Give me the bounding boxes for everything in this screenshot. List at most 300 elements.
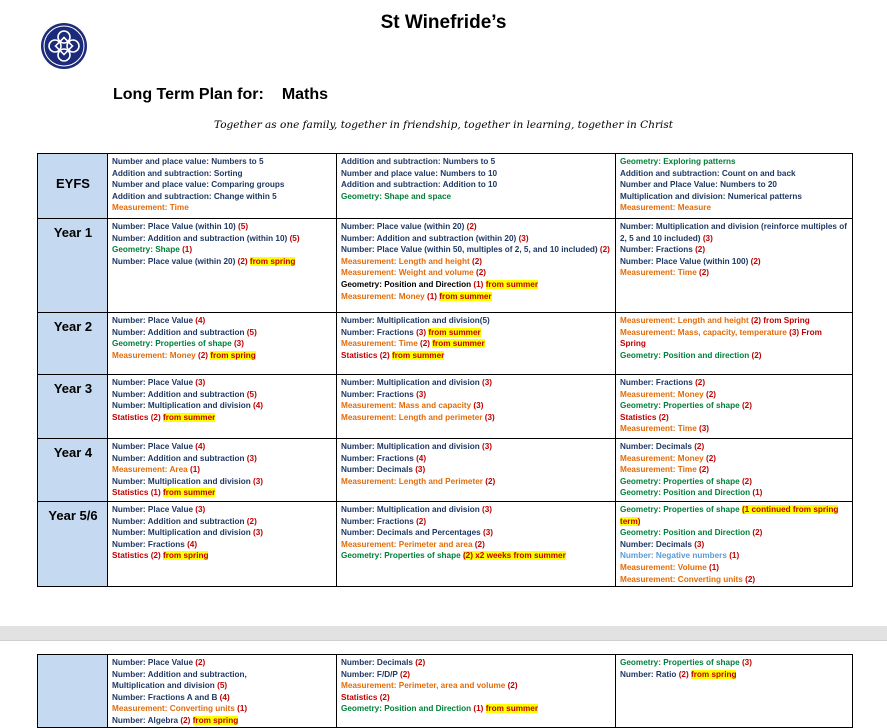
weeks-count: (3) xyxy=(702,233,713,243)
topic-text: Geometry: Position and Direction xyxy=(341,704,472,714)
topic-text: Number: Addition and subtraction, xyxy=(112,669,247,679)
topic-line xyxy=(341,291,612,303)
weeks-count: (2) xyxy=(475,268,486,278)
topic-text: Number: Fractions xyxy=(341,516,414,526)
weeks-count: (2) xyxy=(750,256,761,266)
topic-line xyxy=(112,669,333,681)
page-break xyxy=(0,626,887,640)
topic-text: Addition and subtraction: Addition to 10 xyxy=(341,180,498,190)
topic-line xyxy=(112,476,333,488)
topic-line xyxy=(341,191,612,203)
weeks-count: (2) xyxy=(699,465,710,475)
topic-line xyxy=(341,267,612,279)
moved-term-note: from summer xyxy=(428,327,481,337)
topic-line xyxy=(620,179,849,191)
weeks-count: (2) xyxy=(694,442,705,451)
topic-text: Geometry: Properties of shape xyxy=(620,401,740,411)
term-cell-autumn xyxy=(108,154,337,219)
topic-text: Number: Fractions xyxy=(620,378,693,387)
topic-line xyxy=(620,191,849,203)
topic-text: Number: Multiplication and division xyxy=(112,528,251,538)
weeks-count: (2) xyxy=(379,350,390,360)
topic-line xyxy=(341,692,612,704)
topic-line xyxy=(112,453,333,465)
topic-text: Measurement: Money xyxy=(341,291,425,301)
weeks-count: (2) xyxy=(752,528,763,538)
weeks-count: (3) xyxy=(195,505,206,514)
year-label: EYFS xyxy=(38,154,108,219)
topic-line xyxy=(620,487,849,499)
topic-line xyxy=(112,315,333,327)
topic-text: Number and place value: Comparing groups xyxy=(112,180,285,190)
plan-label: Long Term Plan for: xyxy=(113,86,264,103)
school-name: St Winefride’s xyxy=(380,12,507,33)
year-row xyxy=(38,655,853,728)
topic-line xyxy=(341,400,612,412)
topic-text: Number: Fractions xyxy=(341,327,414,337)
topic-text: Multiplication and division xyxy=(112,681,215,691)
topic-line xyxy=(341,550,612,562)
topic-line xyxy=(341,168,612,180)
weeks-count: (4) xyxy=(187,539,198,549)
term-cell-spring xyxy=(337,219,616,313)
topic-line xyxy=(112,233,333,245)
moved-term-note: from spring xyxy=(210,350,256,360)
topic-line xyxy=(112,338,333,350)
topic-line xyxy=(341,244,612,256)
topic-text: Measurement: Time xyxy=(112,203,189,213)
topic-line xyxy=(620,562,849,574)
weeks-count: (4) xyxy=(195,442,206,451)
topic-text: Number: Addition and subtraction xyxy=(112,327,245,337)
term-cell-spring xyxy=(337,313,616,375)
topic-line xyxy=(341,350,612,362)
topic-line xyxy=(112,412,333,424)
topic-text: Statistics xyxy=(341,692,378,702)
term-cell-spring xyxy=(337,375,616,439)
moved-term-note: from summer xyxy=(162,412,216,422)
weeks-count: (3) xyxy=(253,476,264,486)
topic-line xyxy=(620,441,849,453)
moved-term-note: from summer xyxy=(485,279,539,289)
topic-line xyxy=(341,412,612,424)
topic-line xyxy=(112,715,333,727)
weeks-count: (2) xyxy=(745,574,756,584)
topic-line xyxy=(112,464,333,476)
term-cell-spring xyxy=(337,655,616,728)
topic-line xyxy=(341,476,612,488)
topic-text: Number: Place Value (within 10) xyxy=(112,222,236,231)
term-cell-summer xyxy=(616,502,853,587)
weeks-count: (1) xyxy=(729,551,740,561)
topic-text: Number: Addition and subtraction xyxy=(112,453,245,463)
topic-line xyxy=(112,221,333,233)
year-row xyxy=(38,154,853,219)
topic-text: Number: Multiplication and division xyxy=(341,442,480,451)
topic-line xyxy=(341,657,612,669)
weeks-count: (3) xyxy=(699,424,710,434)
topic-line xyxy=(112,657,333,669)
topic-text: Statistics xyxy=(341,350,378,360)
topic-text: Measurement: Mass and capacity xyxy=(341,401,472,411)
term-cell-summer xyxy=(616,154,853,219)
topic-line xyxy=(620,267,849,279)
weeks-count: (3) xyxy=(195,378,206,387)
topic-text: Number: Place value (within 20) xyxy=(341,222,465,231)
year-label: Year 2 xyxy=(38,313,108,375)
topic-line xyxy=(112,377,333,389)
topic-text: Number: Multiplication and division(5) xyxy=(341,316,490,325)
moved-term-note: from spring xyxy=(690,669,737,679)
topic-line xyxy=(620,539,849,551)
topic-text: Number: Multiplication and division xyxy=(112,401,251,411)
topic-line xyxy=(341,680,612,692)
topic-text: Number and place value: Numbers to 10 xyxy=(341,168,498,178)
topic-text: Measurement: Perimeter, area and volume xyxy=(341,681,506,691)
weeks-count: (2) xyxy=(507,681,518,691)
topic-text: Statistics xyxy=(112,551,149,561)
weeks-count: (2) xyxy=(420,339,431,349)
topic-line xyxy=(112,703,333,715)
weeks-count: (3) xyxy=(694,539,705,549)
topic-text: Number: Fractions xyxy=(620,245,693,255)
topic-text: Number: Addition and subtraction (within 10) xyxy=(112,233,288,243)
topic-text: Number: Fractions xyxy=(341,389,414,399)
topic-line xyxy=(112,168,333,180)
weeks-count: (2) xyxy=(466,222,477,231)
topic-line xyxy=(341,327,612,339)
weeks-count: (2) xyxy=(706,389,717,399)
term-cell-summer xyxy=(616,375,853,439)
topic-line xyxy=(341,539,612,551)
topic-line xyxy=(112,156,333,168)
weeks-count: (2) xyxy=(180,715,191,725)
topic-line xyxy=(620,657,849,669)
weeks-count: (2) xyxy=(195,658,206,667)
weeks-count: (2) xyxy=(695,245,706,255)
term-cell-spring xyxy=(337,154,616,219)
topic-text: Number: Multiplication and division (reinforce multiples of 2, 5 and 10 included) xyxy=(620,222,847,243)
weeks-count: (2) xyxy=(415,658,426,667)
topic-line xyxy=(112,202,333,214)
weeks-count: (1) xyxy=(473,279,484,289)
topic-text: Measurement: Length and height xyxy=(341,256,470,266)
moved-term-note: (2) x2 weeks from summer xyxy=(462,551,566,561)
weeks-count: (1) xyxy=(427,291,438,301)
year-row xyxy=(38,375,853,439)
topic-line xyxy=(112,327,333,339)
weeks-count: (2) xyxy=(416,516,427,526)
weeks-count: (3) xyxy=(482,528,493,538)
topic-line xyxy=(341,504,612,516)
topic-line xyxy=(341,516,612,528)
weeks-count: (1) xyxy=(189,465,200,475)
topic-line xyxy=(112,504,333,516)
topic-text: Measurement: Time xyxy=(620,424,697,434)
topic-line xyxy=(112,256,333,268)
topic-line xyxy=(112,516,333,528)
year-label: Year 1 xyxy=(38,219,108,313)
topic-text: Measurement: Money xyxy=(620,389,704,399)
weeks-count: (5) xyxy=(217,681,228,691)
topic-text: Number: F/D/P xyxy=(341,669,398,679)
weeks-count: (4) xyxy=(195,316,206,325)
topic-line xyxy=(112,487,333,499)
topic-text: Addition and subtraction: Count on and back xyxy=(620,168,796,178)
moved-term-note: from summer xyxy=(485,704,539,714)
topic-text: Number: Place value (within 20) xyxy=(112,256,236,266)
year-label: Year 3 xyxy=(38,375,108,439)
topic-text: Geometry: Position and Direction xyxy=(341,279,472,289)
topic-text: Geometry: Shape and space xyxy=(341,191,452,201)
moved-term-note: from spring xyxy=(249,256,296,266)
moved-term-note: from spring xyxy=(192,715,239,725)
topic-line xyxy=(341,221,612,233)
topic-line xyxy=(620,453,849,465)
long-term-plan-table xyxy=(37,153,853,587)
topic-line xyxy=(341,389,612,401)
topic-line xyxy=(620,669,849,681)
topic-text: Statistics xyxy=(620,412,657,422)
topic-text: Measurement: Measure xyxy=(620,203,712,213)
weeks-count: (2) xyxy=(485,476,496,486)
weeks-count: (5) xyxy=(289,233,300,243)
topic-text: Number: Addition and subtraction xyxy=(112,516,245,526)
topic-line xyxy=(341,233,612,245)
weeks-count: (3) From Spring xyxy=(620,327,822,349)
weeks-count: (2) xyxy=(699,268,710,278)
topic-text: Measurement: Weight and volume xyxy=(341,268,474,278)
topic-line xyxy=(341,441,612,453)
term-cell-autumn xyxy=(108,655,337,728)
topic-text: Measurement: Perimeter and area xyxy=(341,539,473,549)
weeks-count: (3) xyxy=(484,412,495,422)
weeks-count: (4) xyxy=(219,692,230,702)
weeks-count: (3) xyxy=(741,658,752,667)
term-cell-autumn xyxy=(108,439,337,502)
topic-text: Addition and subtraction: Change within 5 xyxy=(112,191,277,201)
topic-text: Geometry: Properties of shape xyxy=(620,505,740,514)
topic-text: Measurement: Length and perimeter xyxy=(341,412,483,422)
plan-table-body-page-2 xyxy=(38,655,853,728)
school-motto: Together as one family, together in friendship, together in learning, together in Christ xyxy=(214,119,673,131)
topic-text: Measurement: Volume xyxy=(620,562,707,572)
year-label xyxy=(38,655,108,728)
topic-text: Measurement: Mass, capacity, temperature xyxy=(620,327,787,337)
weeks-count: (2) xyxy=(741,401,752,411)
term-cell-autumn xyxy=(108,502,337,587)
weeks-count: (4) xyxy=(253,401,264,411)
topic-line xyxy=(341,256,612,268)
weeks-count: (2) xyxy=(472,256,483,266)
topic-text: Number: Place Value xyxy=(112,378,193,387)
topic-text: Multiplication and division: Numerical patterns xyxy=(620,191,802,201)
topic-text: Geometry: Position and Direction xyxy=(620,488,751,498)
topic-text: Geometry: Exploring patterns xyxy=(620,157,736,166)
topic-line xyxy=(620,476,849,488)
weeks-count: (4) xyxy=(416,453,427,463)
topic-text: Geometry: Properties of shape xyxy=(620,476,740,486)
moved-term-note: (1 continued from spring term) xyxy=(620,505,839,526)
topic-text: Number: Place Value (within 50, multiples of 2, 5, and 10 included) xyxy=(341,245,598,255)
topic-line xyxy=(341,669,612,681)
topic-text: Number: Place Value (within 100) xyxy=(620,256,749,266)
weeks-count: (3) xyxy=(416,389,427,399)
weeks-count: (2) xyxy=(474,539,485,549)
topic-line xyxy=(620,315,849,327)
topic-line xyxy=(112,441,333,453)
weeks-count: (2) xyxy=(150,412,161,422)
topic-line xyxy=(620,168,849,180)
topic-line xyxy=(112,350,333,362)
topic-line xyxy=(620,389,849,401)
weeks-count: (2) from Spring xyxy=(751,316,810,325)
term-cell-summer xyxy=(616,313,853,375)
weeks-count: (1) xyxy=(709,562,720,572)
topic-text: Number: Multiplication and division xyxy=(341,378,480,387)
weeks-count: (2) xyxy=(678,669,689,679)
topic-text: Geometry: Properties of shape xyxy=(341,551,461,561)
topic-line xyxy=(620,504,849,527)
topic-line xyxy=(620,377,849,389)
year-row xyxy=(38,219,853,313)
year-row xyxy=(38,502,853,587)
moved-term-note: from summer xyxy=(391,350,445,360)
topic-line xyxy=(112,527,333,539)
topic-line xyxy=(341,156,612,168)
topic-line xyxy=(112,680,333,692)
topic-line xyxy=(112,389,333,401)
weeks-count: (1) xyxy=(752,488,763,498)
term-cell-summer xyxy=(616,219,853,313)
weeks-count: (2) xyxy=(599,245,610,255)
term-cell-summer xyxy=(616,439,853,502)
topic-text: Number: Decimals xyxy=(620,539,692,549)
topic-line xyxy=(620,423,849,435)
topic-text: Measurement: Time xyxy=(620,465,697,475)
topic-text: Number: Multiplication and division xyxy=(341,505,480,514)
term-cell-autumn xyxy=(108,313,337,375)
weeks-count: (3) xyxy=(482,442,493,451)
topic-text: Statistics xyxy=(112,412,149,422)
moved-term-note: from summer xyxy=(162,488,216,498)
topic-text: Number: Addition and subtraction xyxy=(112,389,245,399)
topic-line xyxy=(341,179,612,191)
weeks-count: (3) xyxy=(482,505,493,514)
weeks-count: (2) xyxy=(379,692,390,702)
topic-line xyxy=(620,244,849,256)
topic-text: Geometry: Properties of shape xyxy=(112,339,232,349)
page-break-line xyxy=(0,640,887,641)
weeks-count: (5) xyxy=(238,222,249,231)
topic-text: Geometry: Position and direction xyxy=(620,350,750,360)
topic-text: Number: Fractions xyxy=(341,453,414,463)
weeks-count: (3) xyxy=(415,465,426,475)
term-cell-summer xyxy=(616,655,853,728)
topic-text: Measurement: Converting units xyxy=(112,704,235,714)
topic-line xyxy=(112,539,333,551)
topic-line xyxy=(112,244,333,256)
weeks-count: (2) xyxy=(658,412,669,422)
weeks-count: (2) xyxy=(246,516,257,526)
topic-text: Number: Fractions xyxy=(112,539,185,549)
weeks-count: (2) xyxy=(695,378,706,387)
topic-line xyxy=(620,202,849,214)
topic-text: Geometry: Shape xyxy=(112,245,180,255)
topic-line xyxy=(341,527,612,539)
topic-text: Number: Place Value xyxy=(112,505,193,514)
year-row xyxy=(38,313,853,375)
topic-text: Measurement: Time xyxy=(620,268,697,278)
weeks-count: (2) xyxy=(150,551,161,561)
topic-line xyxy=(112,692,333,704)
topic-line xyxy=(620,327,849,350)
topic-text: Number: Decimals xyxy=(341,465,413,475)
topic-line xyxy=(341,338,612,350)
weeks-count: (2) xyxy=(400,669,411,679)
topic-line xyxy=(112,400,333,412)
topic-line xyxy=(112,179,333,191)
topic-line xyxy=(341,703,612,715)
topic-line xyxy=(620,156,849,168)
topic-text: Number: Decimals and Percentages xyxy=(341,528,481,538)
weeks-count: (2) xyxy=(198,350,209,360)
weeks-count: (3) xyxy=(246,453,257,463)
topic-text: Number: Place Value xyxy=(112,316,193,325)
topic-text: Measurement: Length and height xyxy=(620,316,749,325)
year-row xyxy=(38,439,853,502)
topic-text: Measurement: Money xyxy=(620,453,704,463)
topic-line xyxy=(620,350,849,362)
weeks-count: (3) xyxy=(473,401,484,411)
topic-text: Number: Addition and subtraction (within 20) xyxy=(341,233,517,243)
weeks-count: (1) xyxy=(473,704,484,714)
topic-text: Number: Place Value xyxy=(112,658,193,667)
plan-heading xyxy=(113,86,328,104)
topic-line xyxy=(620,412,849,424)
weeks-count: (1) xyxy=(150,488,161,498)
weeks-count: (2) xyxy=(741,476,752,486)
topic-line xyxy=(620,256,849,268)
topic-text: Number: Decimals xyxy=(341,658,413,667)
moved-term-note: from summer xyxy=(432,339,485,349)
year-label: Year 4 xyxy=(38,439,108,502)
topic-text: Addition and subtraction: Sorting xyxy=(112,168,243,178)
weeks-count: (3) xyxy=(416,327,427,337)
topic-text: Number and place value: Numbers to 5 xyxy=(112,157,264,166)
topic-text: Geometry: Properties of shape xyxy=(620,658,740,667)
topic-line xyxy=(620,464,849,476)
topic-line xyxy=(620,527,849,539)
topic-text: Number: Algebra xyxy=(112,715,179,725)
topic-line xyxy=(341,453,612,465)
topic-line xyxy=(620,400,849,412)
topic-text: Measurement: Time xyxy=(341,339,418,349)
year-label: Year 5/6 xyxy=(38,502,108,587)
topic-line xyxy=(620,574,849,586)
plan-table-body xyxy=(38,154,853,587)
topic-text: Geometry: Position and Direction xyxy=(620,528,751,538)
topic-text: Measurement: Length and Perimeter xyxy=(341,476,483,486)
weeks-count: (5) xyxy=(246,389,257,399)
topic-text: Addition and subtraction: Numbers to 5 xyxy=(341,157,496,166)
weeks-count: (1) xyxy=(237,704,248,714)
moved-term-note: from spring xyxy=(162,551,209,561)
topic-line xyxy=(112,191,333,203)
topic-line xyxy=(341,377,612,389)
topic-text: Number: Place Value xyxy=(112,442,193,451)
topic-text: Number: Decimals xyxy=(620,442,692,451)
